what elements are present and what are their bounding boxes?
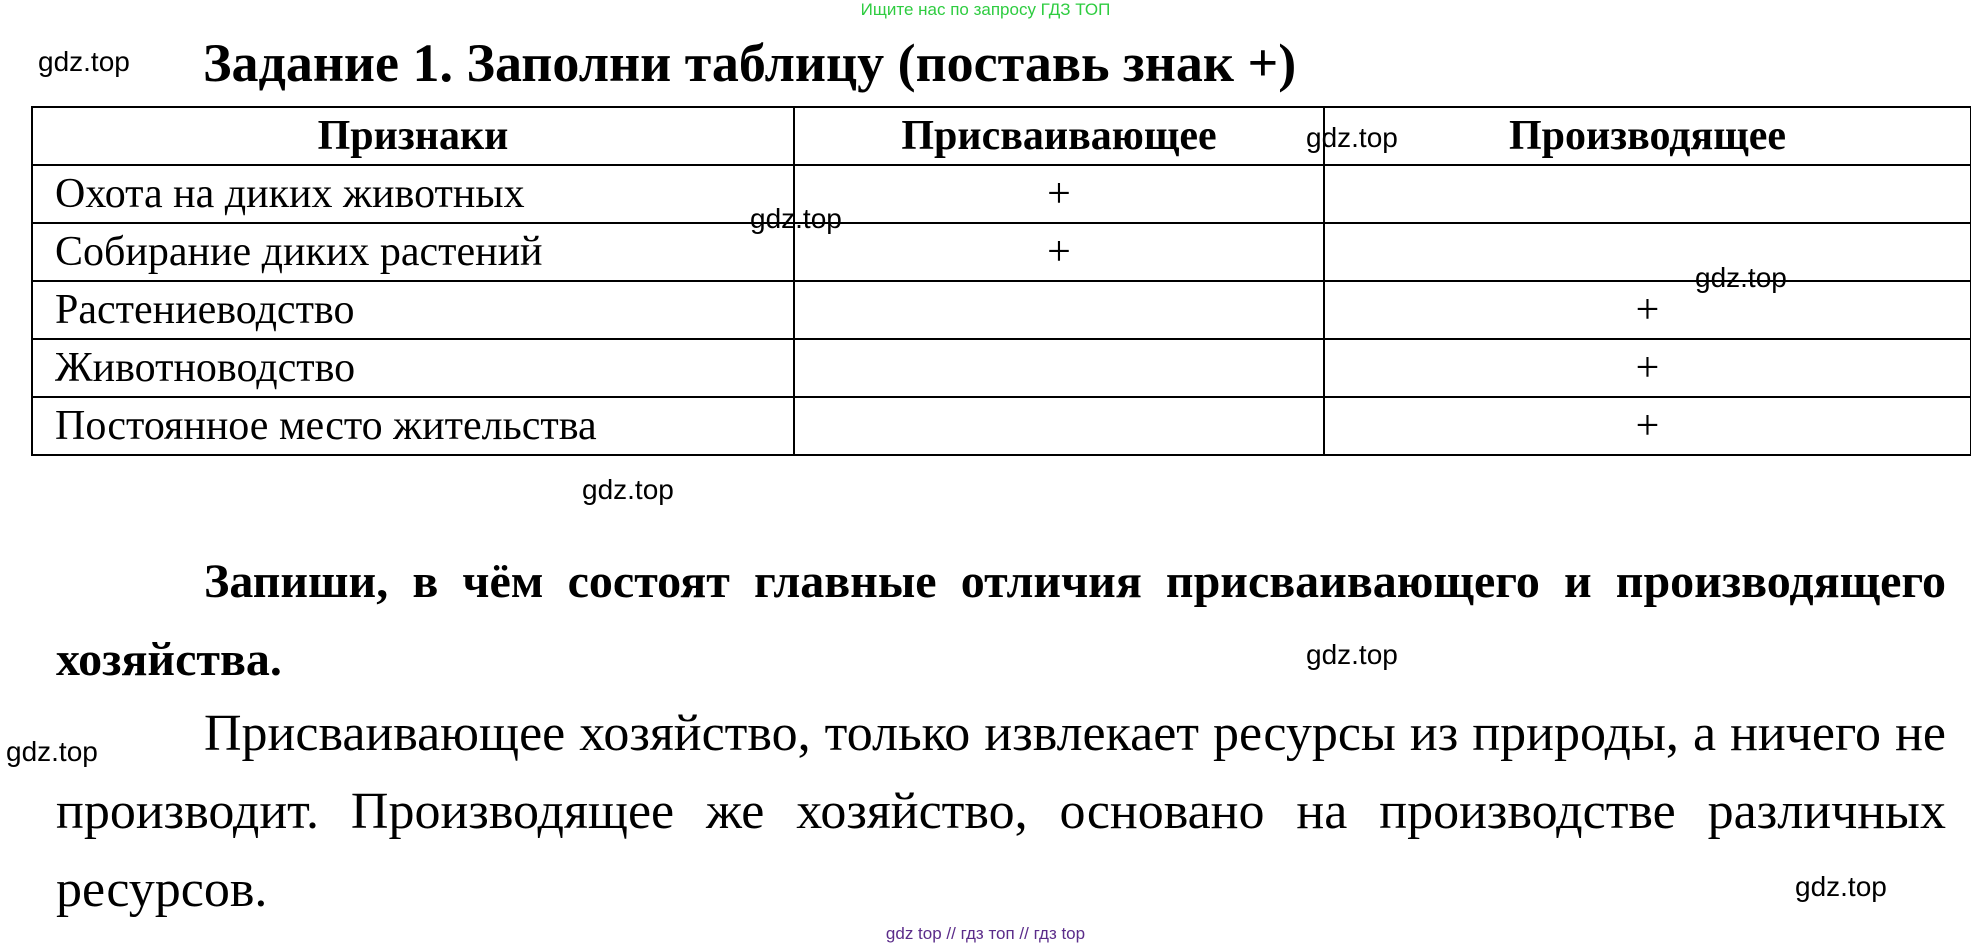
column-header: Присваивающее bbox=[794, 107, 1324, 165]
feature-cell: Постоянное место жительства bbox=[32, 397, 794, 455]
task2-heading: Запиши, в чём состоят главные отличия присваивающего и производящего хозяйства. bbox=[56, 555, 1946, 686]
appropriating-mark bbox=[794, 281, 1324, 339]
producing-mark: + bbox=[1324, 397, 1971, 455]
feature-cell: Охота на диких животных bbox=[32, 165, 794, 223]
watermark: gdz.top bbox=[1695, 262, 1787, 293]
watermark: gdz.top bbox=[582, 474, 674, 505]
producing-mark bbox=[1324, 223, 1971, 281]
appropriating-mark bbox=[794, 397, 1324, 455]
watermark: gdz.top bbox=[38, 46, 130, 77]
table-row bbox=[32, 397, 1971, 455]
table-row bbox=[32, 281, 1971, 339]
task-table bbox=[31, 106, 1971, 456]
appropriating-mark: + bbox=[794, 223, 1324, 281]
producing-mark bbox=[1324, 165, 1971, 223]
column-header: Признаки bbox=[32, 107, 794, 165]
watermark: gdz.top bbox=[1795, 871, 1887, 902]
bottom-links[interactable]: gdz top // гдз топ // гдз top bbox=[885, 924, 1086, 943]
feature-cell: Собирание диких растений bbox=[32, 223, 794, 281]
answer-text: Присваивающее хозяйство, только извлекает ресурсы из природы, а ничего не производит. Производящее же хозяйство, основано на производстве различных ресурсов. bbox=[56, 705, 1946, 918]
watermark: gdz.top bbox=[6, 736, 98, 767]
watermark: gdz.top bbox=[750, 203, 842, 234]
page-title: Задание 1. Заполни таблицу (поставь знак +) bbox=[203, 33, 1297, 93]
feature-cell: Животноводство bbox=[32, 339, 794, 397]
column-header: Производящее bbox=[1324, 107, 1971, 165]
producing-mark: + bbox=[1324, 339, 1971, 397]
appropriating-mark: + bbox=[794, 165, 1324, 223]
watermark: gdz.top bbox=[1306, 122, 1398, 153]
table-header-row bbox=[32, 107, 1971, 165]
producing-mark: + bbox=[1324, 281, 1971, 339]
table-row bbox=[32, 165, 1971, 223]
watermark: gdz.top bbox=[1306, 639, 1398, 670]
feature-cell: Растениеводство bbox=[32, 281, 794, 339]
appropriating-mark bbox=[794, 339, 1324, 397]
table-row bbox=[32, 223, 1971, 281]
table-row bbox=[32, 339, 1971, 397]
top-ad-link[interactable]: Ищите нас по запросу ГДЗ ТОП bbox=[860, 0, 1111, 19]
